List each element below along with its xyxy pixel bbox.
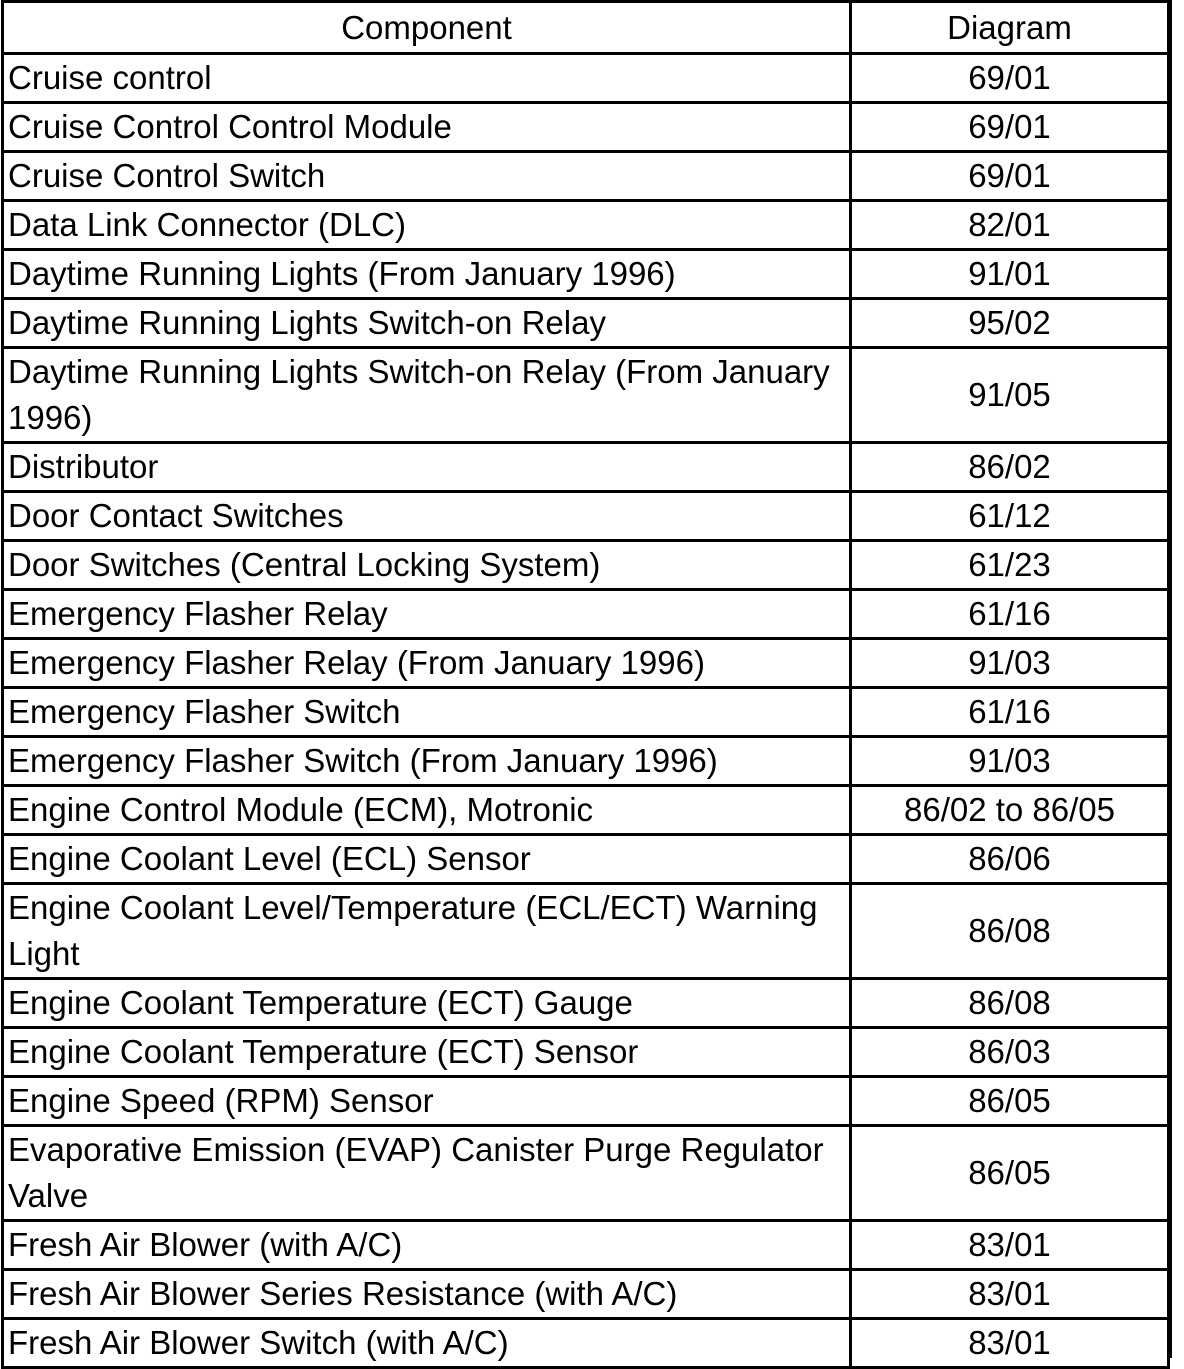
component-cell: Emergency Flasher Switch — [3, 688, 851, 737]
diagram-cell: 86/06 — [851, 835, 1169, 884]
component-diagram-table — [1, 0, 1170, 1369]
table-row — [3, 737, 1169, 786]
table-row — [3, 1319, 1169, 1368]
component-cell: Daytime Running Lights Switch-on Relay (From January 1996) — [3, 348, 851, 443]
diagram-cell: 86/08 — [851, 979, 1169, 1028]
diagram-cell: 86/05 — [851, 1126, 1169, 1221]
component-cell: Fresh Air Blower (with A/C) — [3, 1221, 851, 1270]
diagram-cell: 83/01 — [851, 1221, 1169, 1270]
component-cell: Engine Coolant Level/Temperature (ECL/ECT) Warning Light — [3, 884, 851, 979]
component-cell: Evaporative Emission (EVAP) Canister Purge Regulator Valve — [3, 1126, 851, 1221]
component-cell: Emergency Flasher Relay — [3, 590, 851, 639]
table-row — [3, 1221, 1169, 1270]
table-row — [3, 1126, 1169, 1221]
table-row — [3, 348, 1169, 443]
component-cell: Engine Coolant Level (ECL) Sensor — [3, 835, 851, 884]
component-cell: Engine Coolant Temperature (ECT) Sensor — [3, 1028, 851, 1077]
diagram-cell: 91/05 — [851, 348, 1169, 443]
table-row — [3, 1270, 1169, 1319]
diagram-cell: 83/01 — [851, 1270, 1169, 1319]
component-cell: Fresh Air Blower Switch (with A/C) — [3, 1319, 851, 1368]
table-row — [3, 639, 1169, 688]
table-row — [3, 590, 1169, 639]
component-cell: Cruise control — [3, 54, 851, 103]
component-cell: Daytime Running Lights (From January 1996) — [3, 250, 851, 299]
table-row — [3, 884, 1169, 979]
table-row — [3, 250, 1169, 299]
component-cell: Distributor — [3, 443, 851, 492]
table-row — [3, 1077, 1169, 1126]
header-component: Component — [3, 2, 851, 54]
component-cell: Emergency Flasher Relay (From January 1996) — [3, 639, 851, 688]
table-row — [3, 492, 1169, 541]
component-cell: Engine Control Module (ECM), Motronic — [3, 786, 851, 835]
diagram-cell: 86/05 — [851, 1077, 1169, 1126]
diagram-cell: 95/02 — [851, 299, 1169, 348]
component-cell: Door Switches (Central Locking System) — [3, 541, 851, 590]
diagram-cell: 86/02 to 86/05 — [851, 786, 1169, 835]
diagram-cell: 86/08 — [851, 884, 1169, 979]
table-row — [3, 201, 1169, 250]
diagram-cell: 69/01 — [851, 54, 1169, 103]
diagram-cell: 91/03 — [851, 639, 1169, 688]
diagram-cell: 69/01 — [851, 103, 1169, 152]
right-edge-rule — [1168, 0, 1172, 1358]
table-header-row — [3, 2, 1169, 54]
component-cell: Engine Speed (RPM) Sensor — [3, 1077, 851, 1126]
table-row — [3, 443, 1169, 492]
table-row — [3, 103, 1169, 152]
component-diagram-table-wrapper — [1, 0, 1167, 1369]
table-row — [3, 1028, 1169, 1077]
header-diagram: Diagram — [851, 2, 1169, 54]
table-row — [3, 979, 1169, 1028]
component-cell: Daytime Running Lights Switch-on Relay — [3, 299, 851, 348]
diagram-cell: 91/03 — [851, 737, 1169, 786]
table-row — [3, 786, 1169, 835]
table-row — [3, 541, 1169, 590]
component-cell: Emergency Flasher Switch (From January 1996) — [3, 737, 851, 786]
component-cell: Door Contact Switches — [3, 492, 851, 541]
diagram-cell: 61/12 — [851, 492, 1169, 541]
table-row — [3, 54, 1169, 103]
diagram-cell: 83/01 — [851, 1319, 1169, 1368]
table-row — [3, 299, 1169, 348]
component-cell: Cruise Control Control Module — [3, 103, 851, 152]
component-cell: Engine Coolant Temperature (ECT) Gauge — [3, 979, 851, 1028]
diagram-cell: 86/02 — [851, 443, 1169, 492]
table-row — [3, 835, 1169, 884]
table-row — [3, 152, 1169, 201]
diagram-cell: 69/01 — [851, 152, 1169, 201]
component-cell: Cruise Control Switch — [3, 152, 851, 201]
table-row — [3, 688, 1169, 737]
diagram-cell: 61/23 — [851, 541, 1169, 590]
component-cell: Fresh Air Blower Series Resistance (with A/C) — [3, 1270, 851, 1319]
component-cell: Data Link Connector (DLC) — [3, 201, 851, 250]
diagram-cell: 86/03 — [851, 1028, 1169, 1077]
diagram-cell: 61/16 — [851, 688, 1169, 737]
diagram-cell: 61/16 — [851, 590, 1169, 639]
diagram-cell: 91/01 — [851, 250, 1169, 299]
diagram-cell: 82/01 — [851, 201, 1169, 250]
